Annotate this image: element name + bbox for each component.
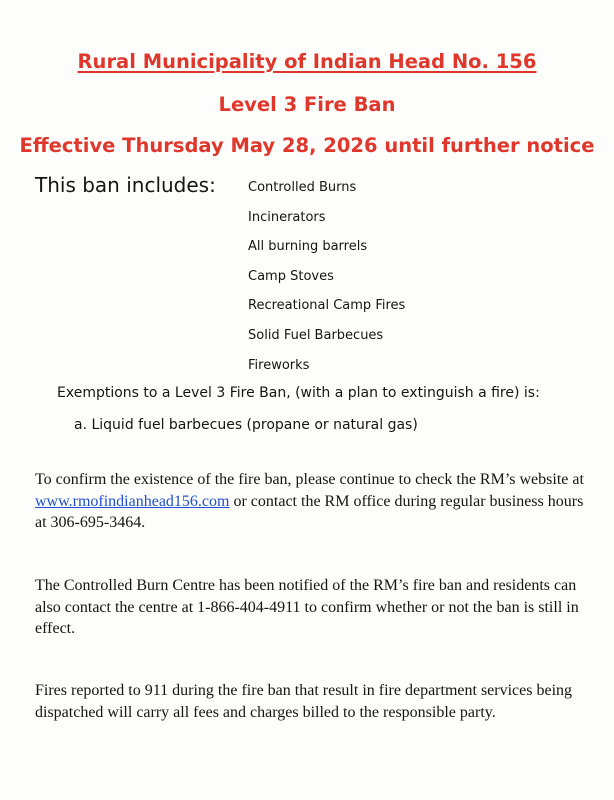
confirm-text-after: or contact the RM office during regular business hours at 306-695-3464.: [35, 492, 584, 531]
exemption-item: a. Liquid fuel barbecues (propane or natural gas): [74, 417, 418, 433]
fees-paragraph: Fires reported to 911 during the fire ban that result in fire department services being dispatched will carry all fees and charges billed to the responsible party.: [35, 682, 573, 721]
ban-item-controlled-burns: Controlled Burns: [248, 180, 357, 195]
ban-item-recreational-camp-fires: Recreational Camp Fires: [248, 298, 406, 314]
exemptions-heading: Exemptions to a Level 3 Fire Ban, (with a plan to extinguish a fire) is:: [57, 385, 540, 401]
ban-item-fireworks: Fireworks: [248, 357, 310, 373]
rm-website-link[interactable]: www.rmofindianhead156.com: [35, 492, 230, 510]
ban-list: [248, 178, 405, 385]
ban-item-camp-stoves: Camp Stoves: [248, 268, 334, 284]
ban-intro: This ban includes:: [35, 173, 216, 197]
confirm-text-before: To confirm the existence of the fire ban, please continue to check the RM’s website at: [35, 471, 584, 488]
ban-item-burning-barrels: All burning barrels: [248, 239, 368, 255]
ban-item-solid-fuel-barbecues: Solid Fuel Barbecues: [248, 327, 384, 343]
fire-ban-level: Level 3 Fire Ban: [218, 93, 396, 116]
burn-centre-paragraph: The Controlled Burn Centre has been notified of the RM’s fire ban and residents can also contact the centre at 1-866-404-4911 to confirm whether or not the ban is still in effect.: [35, 577, 579, 637]
confirm-paragraph: [35, 469, 595, 534]
effective-date: Effective Thursday May 28, 2026 until further notice: [19, 134, 595, 157]
ban-item-incinerators: Incinerators: [248, 209, 326, 225]
notice-title: Rural Municipality of Indian Head No. 156: [77, 50, 537, 73]
